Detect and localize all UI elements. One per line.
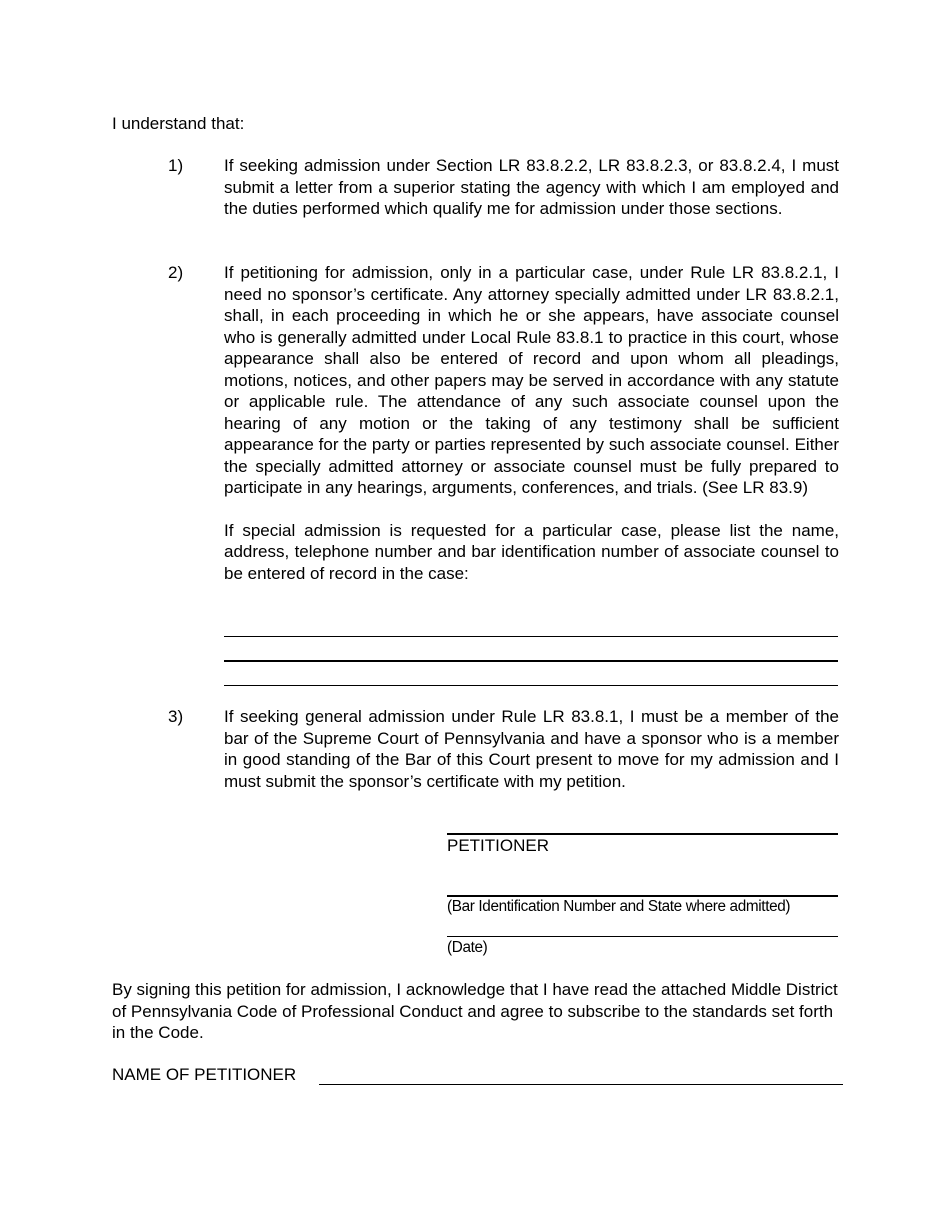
- petitioner-signature-line[interactable]: [447, 833, 838, 835]
- item-text: If seeking general admission under Rule LR 83.8.1, I must be a member of the bar of the Supreme Court of Pennsylvania and have a sponsor who is a member in good standing of the Bar of this Court present to move for my admission and I must submit the sponsor’s certificate with my petition.: [224, 707, 839, 791]
- intro-text: I understand that:: [112, 114, 245, 133]
- item-number: 3): [168, 707, 184, 726]
- associate-counsel-line-1[interactable]: [224, 636, 838, 637]
- item-text: If seeking admission under Section LR 83.8.2.2, LR 83.8.2.3, or 83.8.2.4, I must submit a letter from a superior stating the agency with which I am employed and the duties performed which qualify me for admission under those sections.: [224, 156, 839, 218]
- name-of-petitioner-label: NAME OF PETITIONER: [112, 1065, 297, 1084]
- item-text: If petitioning for admission, only in a particular case, under Rule LR 83.8.2.1, I need no sponsor’s certificate. Any attorney specially admitted under LR 83.8.2.1, shall, in each proceeding in which he or she appears, have associate counsel who is generally admitted under Local Rule 83.8.1 to practice in this court, whose appearance shall also be entered of record and upon whom all pleadings, motions, notices, and other papers may be served in accordance with any statute or applicable rule. The attendance of any such associate counsel upon the hearing of any motion or the taking of any testimony shall be sufficient appearance for the party or parties represented by such associate counsel. Either the specially admitted attorney or associate counsel must be fully prepared to participate in any hearings, arguments, conferences, and trials. (See LR 83.9): [224, 263, 839, 497]
- date-label: (Date): [447, 939, 488, 956]
- item-body: [224, 262, 839, 584]
- item-body: [224, 706, 839, 792]
- bar-id-label: (Bar Identification Number and State where admitted): [447, 898, 791, 915]
- item-body: [224, 155, 839, 220]
- petitioner-label: PETITIONER: [447, 836, 550, 855]
- name-of-petitioner-line[interactable]: [319, 1084, 843, 1085]
- associate-counsel-line-2[interactable]: [224, 660, 838, 662]
- date-line[interactable]: [447, 936, 838, 937]
- acknowledgement-text: By signing this petition for admission, I acknowledge that I have read the attached Middle District of Pennsylvania Code of Professional Conduct and agree to subscribe to the standards set forth in the Code.: [112, 980, 838, 1042]
- item-number: 2): [168, 263, 184, 282]
- associate-counsel-instructions: If special admission is requested for a particular case, please list the name, address, telephone number and bar identification number of associate counsel to be entered of record in the case:: [224, 520, 839, 583]
- item-number: 1): [168, 156, 184, 175]
- associate-counsel-line-3[interactable]: [224, 685, 838, 686]
